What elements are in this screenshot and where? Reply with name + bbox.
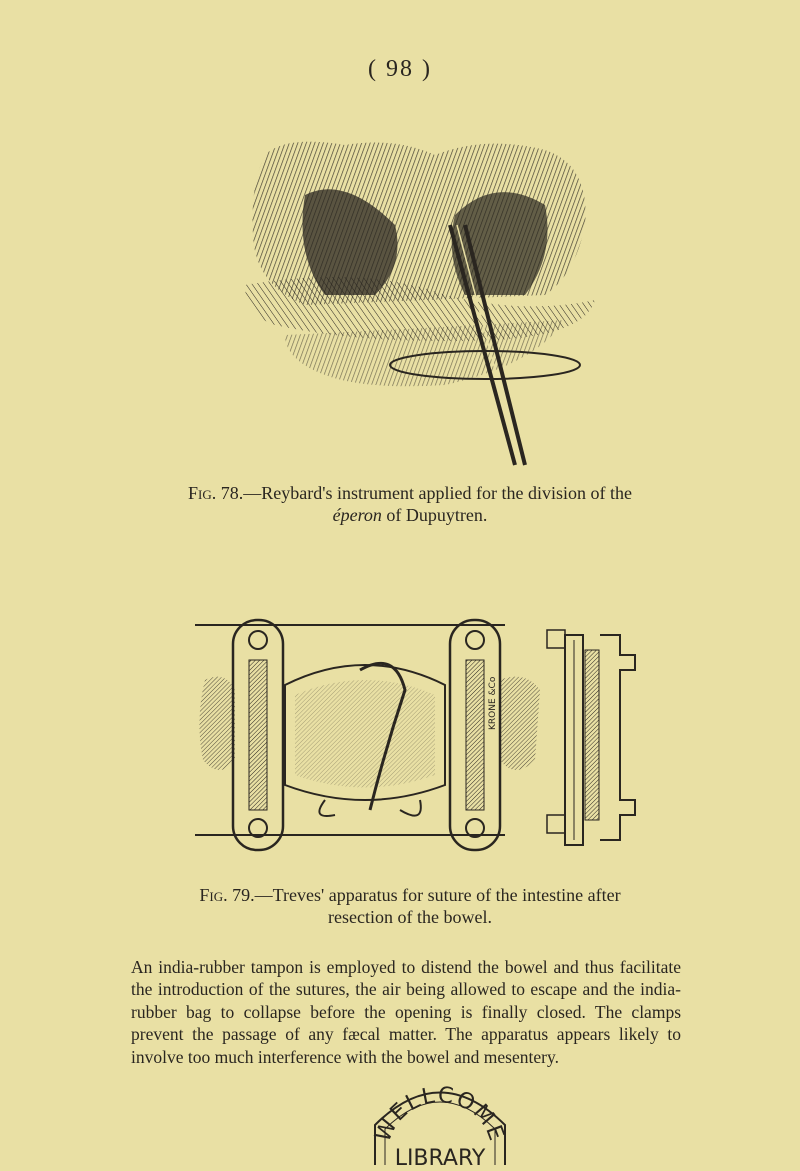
stamp-library-label: LIBRARY	[394, 1146, 486, 1171]
page-number: ( 98 )	[368, 56, 432, 82]
figure-78-caption	[170, 482, 650, 526]
figure-78-illustration	[245, 135, 605, 480]
stamp-arc-text: WELLCOME	[370, 1082, 510, 1146]
body-paragraph: An india-rubber tampon is employed to distend the bowel and thus facilitate the introduction of the sutures, the air being allowed to escape and the india-rubber bag to collapse before the opening is finally closed. The clamps prevent the passage of any fæcal matter. The apparatus appears likely to involve too much interference with the bowel and mesentery.	[131, 956, 681, 1067]
figure-79-illustration	[195, 610, 655, 865]
figure-79-label: Fig. 79.	[199, 885, 255, 905]
library-stamp	[355, 1055, 525, 1171]
figure-78-label: Fig. 78.	[188, 483, 244, 503]
figure-79-caption-text: —Treves' apparatus for suture of the intestine after resection of the bowel.	[254, 885, 621, 927]
figure-78-caption-end: of Dupuytren.	[386, 505, 488, 525]
figure-79-caption	[170, 884, 650, 928]
figure-78-caption-italic: éperon	[332, 505, 382, 525]
figure-79-engraver-mark: KRONE &Co	[488, 676, 498, 730]
figure-78-caption-main: —Reybard's instrument applied for the division of the	[243, 483, 632, 503]
